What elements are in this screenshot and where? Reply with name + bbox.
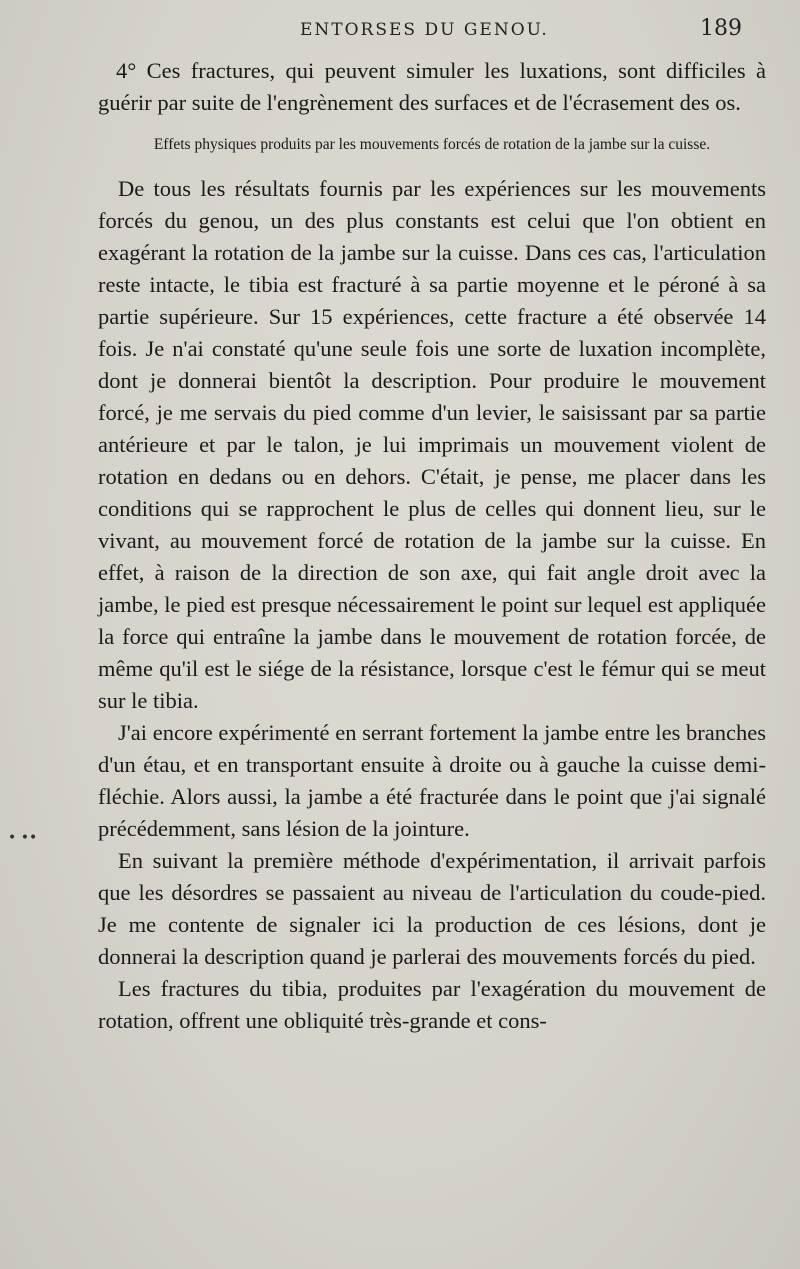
paragraph: En suivant la première méthode d'expérimentation, il arrivait parfois que les désordres se passaient au niveau de l'articulation du coude-pied. Je me contente de signaler ici la production de ces lésions, dont je donnerai la description quand je parlerai des mouvements forcés du pied. [98,848,766,969]
running-title: ENTORSES DU GENOU. [300,20,549,40]
paragraph: Les fractures du tibia, produites par l'exagération du mouvement de rotation, offrent une obliquité très-grande et cons- [98,976,766,1033]
running-head [0,14,800,48]
paragraph-intro: 4° Ces fractures, qui peuvent simuler les luxations, sont difficiles à guérir par suite de l'engrènement des surfaces et de l'écrasement des os. [98,58,766,115]
page-number: 189 [700,16,742,41]
paragraph: J'ai encore expérimenté en serrant fortement la jambe entre les branches d'un étau, et en transportant ensuite à droite ou à gauche la cuisse demi-fléchie. Alors aussi, la jambe a été fracturée dans le point que j'ai signalé précédemment, sans lésion de la jointure. [98,720,766,841]
body-text [98,55,766,1037]
margin-mark: • •• [8,830,38,846]
paragraph: De tous les résultats fournis par les expériences sur les mouvements forcés du genou, un des plus constants est celui que l'on obtient en exagérant la rotation de la jambe sur la cuisse. Dans ces cas, l'articulation reste intacte, le tibia est fracturé à sa partie moyenne et le péroné à sa partie supérieure. Sur 15 expériences, cette fracture a été observée 14 fois. Je n'ai constaté qu'une seule fois une sorte de luxation incomplète, dont je donnerai bientôt la description. Pour produire le mouvement forcé, je me servais du pied comme d'un levier, le saisissant par sa partie antérieure et par le talon, je lui imprimais un mouvement violent de rotation en dedans ou en dehors. C'était, je pense, me placer dans les conditions qui se rapprochent le plus de celles qui donnent lieu, sur le vivant, au mouvement forcé de rotation de la jambe sur la cuisse. En effet, à raison de la direction de son axe, qui fait angle droit avec la jambe, le pied est presque nécessairement le point sur lequel est appliquée la force qui entraîne la jambe dans le mouvement de rotation forcée, de même qu'il est le siége de la résistance, lorsque c'est le fémur qui se meut sur le tibia. [98,176,766,713]
section-heading: Effets physiques produits par les mouvements forcés de rotation de la jambe sur la cuisse. [153,136,711,153]
